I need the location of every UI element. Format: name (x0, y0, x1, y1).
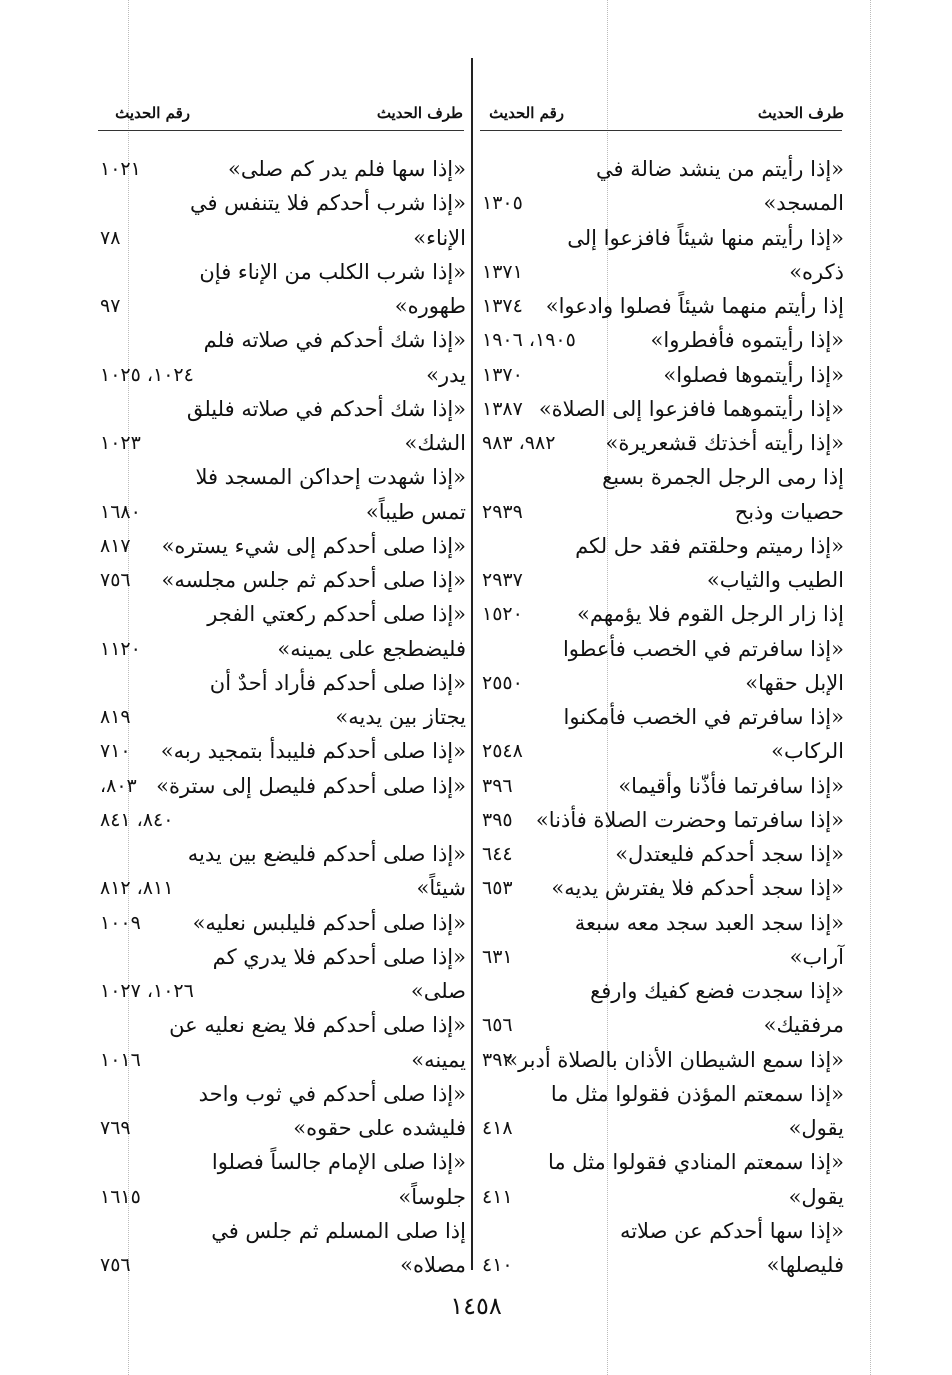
hadith-text: «إذا صلى أحدكم فليلبس نعليه» (192, 910, 466, 935)
index-entry (98, 186, 466, 220)
index-entry (480, 632, 844, 666)
index-entry (480, 666, 844, 700)
index-entry (480, 495, 844, 529)
index-entry (480, 221, 844, 255)
hadith-number: ٦٥٦ (482, 1014, 513, 1037)
hadith-text: «إذا رأيتموهما فافزعوا إلى الصلاة» (538, 396, 844, 421)
hadith-text: مرفقيك» (763, 1013, 844, 1038)
hadith-number: ٦٤٤ (482, 843, 513, 865)
page-number: ١٤٥٨ (450, 1292, 502, 1320)
index-entry (98, 632, 466, 666)
hadith-text: «إذا سافرتما فأذّنا وأقيما» (618, 773, 844, 798)
hadith-text: حصيات وذبح (734, 499, 844, 524)
hadith-number: ١٣٧٠ (482, 363, 523, 386)
index-entry (480, 392, 844, 426)
hadith-number: ١٣٠٥ (482, 192, 523, 215)
index-entry (98, 1248, 466, 1282)
index-entry (480, 152, 844, 186)
index-entry (98, 666, 466, 700)
index-entry (98, 769, 466, 803)
hadith-text: «إذا سها أحدكم عن صلاته (619, 1218, 844, 1243)
hadith-text: «إذا صلى أحدكم فلا يدري كم (212, 944, 466, 969)
hadith-text: «إذا صلى أحدكم فأراد أحدٌ أن (209, 670, 466, 695)
hadith-text: الإبل حقها» (745, 670, 844, 695)
hadith-text: يقول» (788, 1184, 844, 1209)
hadith-number: ٤١٨ (482, 1117, 513, 1139)
index-entry (480, 426, 844, 460)
hadith-text: المسجد» (763, 191, 844, 216)
index-entry (480, 186, 844, 220)
hadith-text: يدر» (426, 362, 466, 387)
index-entry (98, 1180, 466, 1214)
hadith-text: جلوساً» (398, 1184, 466, 1209)
hadith-number: ١٦٨٠ (100, 500, 141, 523)
index-entry (480, 1008, 844, 1042)
index-entry (480, 837, 844, 871)
hadith-text: «إذا صلى أحدكم فليبدأ بتمجيد ربه» (160, 739, 466, 764)
index-entry (480, 974, 844, 1008)
header-rule-left (98, 130, 464, 131)
hadith-number: ١٠٢١ (100, 158, 141, 180)
index-entry (98, 255, 466, 289)
hadith-text: شيئاً» (416, 876, 466, 901)
hadith-text: «إذا سافرتم في الخصب فأمكنوا (563, 705, 844, 729)
header-left-text: طرف الحديث (376, 104, 463, 122)
index-entry (480, 803, 844, 837)
index-entry (480, 734, 844, 768)
hadith-text: «إذا سها فلم يدر كم صلى» (227, 157, 466, 181)
index-entry (98, 906, 466, 940)
index-entry (98, 563, 466, 597)
index-entry (98, 152, 466, 186)
index-entry (98, 837, 466, 871)
hadith-number: ٢٩٣٩ (482, 500, 523, 523)
hadith-number: ٨١١، ٨١٢ (100, 877, 174, 900)
index-entry (480, 1145, 844, 1179)
hadith-text: آراب» (789, 944, 844, 969)
hadith-text: يجتاز بين يديه» (335, 705, 466, 729)
hadith-text: «إذا صلى أحدكم ثم جلس مجلسه» (161, 568, 466, 592)
hadith-text: الشك» (404, 431, 466, 455)
hadith-number: ٦٣١ (482, 945, 513, 968)
index-entry (98, 426, 466, 460)
hadith-text: «إذا شك أحدكم في صلاته فلم (203, 328, 466, 353)
hadith-text: الطيب والثياب» (706, 568, 844, 592)
index-entry (98, 1145, 466, 1179)
index-entry (98, 460, 466, 494)
index-entry (480, 529, 844, 563)
left-column (98, 152, 466, 1282)
hadith-number: ٦٥٣ (482, 877, 513, 900)
index-entry (480, 323, 844, 357)
index-entry (480, 1180, 844, 1214)
header-left-num: رقم الحديث (115, 104, 190, 122)
hadith-text: الركاب» (771, 739, 844, 764)
hadith-number: ٧٥٦ (100, 1254, 131, 1276)
hadith-text: «إذا صلى أحدكم ركعتي الفجر (207, 602, 466, 627)
hadith-text: «إذا رميتم وحلقتم فقد حل لكم (575, 533, 844, 558)
column-divider (471, 58, 473, 1270)
index-entry (98, 495, 466, 529)
index-entry (480, 1111, 844, 1145)
hadith-text: «إذا شرب الكلب من الإناء فإن (199, 259, 466, 284)
hadith-number: ١٦١٥ (100, 1185, 141, 1208)
hadith-text: «إذا سجدت فضع كفيك وارفع (590, 979, 844, 1003)
hadith-text: «إذا سافرتما وحضرت الصلاة فأذنا» (535, 807, 844, 832)
index-entry (480, 1214, 844, 1248)
hadith-text: فليصلها» (766, 1253, 844, 1277)
hadith-text: «إذا سجد العبد سجد معه سبعة (574, 910, 844, 935)
hadith-number: ١٠٠٩ (100, 911, 141, 934)
hadith-text: يمينه» (411, 1047, 466, 1072)
index-entry (98, 597, 466, 631)
index-entry (98, 1214, 466, 1248)
hadith-text: «إذا سمع الشيطان الأذان بالصلاة أدبر» (505, 1047, 844, 1072)
index-entry (98, 289, 466, 323)
hadith-text: «إذا شك أحدكم في صلاته فليلق (186, 396, 466, 421)
hadith-number: ٨٤٠، ٨٤١ (100, 808, 174, 831)
hadith-number: ٩٧ (100, 295, 121, 317)
hadith-number: ٨١٧ (100, 534, 131, 557)
index-entry (98, 221, 466, 255)
hadith-text: فليشده على حقوه» (293, 1116, 466, 1140)
hadith-text: «إذا صلى أحدكم في ثوب واحد (198, 1081, 466, 1106)
hadith-number: ١٠٢٦، ١٠٢٧ (100, 980, 194, 1002)
hadith-number: ٤١١ (482, 1185, 513, 1208)
hadith-number: ٨٠٣، (100, 774, 137, 797)
index-entry (480, 1043, 844, 1077)
header-right-text: طرف الحديث (757, 104, 844, 122)
index-entry (98, 323, 466, 357)
index-entry (480, 255, 844, 289)
hadith-number: ٩٨٢، ٩٨٣ (482, 432, 556, 454)
hadith-text: «إذا رأيتموه فأفطروا» (650, 328, 844, 353)
index-entry (480, 871, 844, 905)
index-entry (480, 1077, 844, 1111)
hadith-text: مصلاه» (400, 1253, 466, 1277)
hadith-number: ٣٩٢ (482, 1048, 513, 1071)
hadith-number: ١١٢٠ (100, 637, 141, 660)
hadith-number: ٨١٩ (100, 706, 131, 728)
hadith-text: «إذا سافرتم في الخصب فأعطوا (562, 636, 844, 661)
index-entry (98, 392, 466, 426)
hadith-number: ١٩٠٥، ١٩٠٦ (482, 329, 576, 352)
hadith-number: ١٥٢٠ (482, 603, 523, 626)
index-entry (480, 1248, 844, 1282)
hadith-number: ٧٥٦ (100, 569, 131, 591)
index-entry (480, 358, 844, 392)
hadith-number: ٣٩٦ (482, 774, 513, 797)
index-entry (480, 289, 844, 323)
hadith-text: «إذا سمعتم المؤذن فقولوا مثل ما (550, 1081, 844, 1106)
hadith-number: ١٠١٦ (100, 1048, 141, 1071)
hadith-text: «إذا سمعتم المنادي فقولوا مثل ما (547, 1150, 844, 1175)
hadith-number: ١٠٢٣ (100, 432, 141, 454)
index-entry (480, 563, 844, 597)
hadith-number: ٧١٠ (100, 740, 131, 763)
hadith-text: الإناء» (413, 225, 466, 250)
header-right-num: رقم الحديث (489, 104, 564, 122)
hadith-number: ٧٨ (100, 226, 121, 249)
index-entry (480, 940, 844, 974)
hadith-number: ٢٩٣٧ (482, 569, 523, 591)
hadith-number: ٤١٠ (482, 1254, 513, 1276)
hadith-text: «إذا صلى أحدكم فليصل إلى سترة» (156, 773, 466, 798)
hadith-text: «إذا سجد أحدكم فليعتدل» (615, 842, 844, 866)
hadith-number: ٢٥٤٨ (482, 740, 523, 763)
hadith-text: «إذا رأيتم منها شيئاً فافزعوا إلى (567, 225, 844, 250)
hadith-text: طهوره» (394, 294, 466, 318)
header-rule-right (480, 130, 842, 131)
index-entry (98, 940, 466, 974)
index-entry (98, 1111, 466, 1145)
index-entry (480, 700, 844, 734)
index-entry (480, 769, 844, 803)
hadith-text: فليضطجع على يمينه» (277, 636, 466, 661)
hadith-number: ٣٩٥ (482, 808, 513, 831)
hadith-text: صلى» (410, 979, 466, 1003)
index-entry (480, 460, 844, 494)
index-entry (98, 700, 466, 734)
hadith-text: يقول» (788, 1116, 844, 1140)
scan-dots-3 (870, 0, 871, 1375)
hadith-number: ١٣٧٤ (482, 295, 523, 317)
hadith-text: «إذا سجد أحدكم فلا يفترش يديه» (551, 876, 844, 901)
index-entry (480, 597, 844, 631)
hadith-text: تمس طيباً» (365, 499, 466, 524)
index-entry (98, 1077, 466, 1111)
index-entry (98, 529, 466, 563)
index-entry (98, 871, 466, 905)
index-entry (98, 974, 466, 1008)
hadith-text: «إذا صلى الإمام جالساً فصلوا (211, 1150, 466, 1175)
hadith-number: ١٣٧١ (482, 260, 523, 283)
index-entry (98, 734, 466, 768)
index-entry (98, 1008, 466, 1042)
hadith-text: «إذا رأيته أخذتك قشعريرة» (605, 431, 844, 455)
hadith-text: «إذا صلى أحدكم فلا يضع نعليه عن (169, 1013, 466, 1038)
hadith-text: ذكره» (789, 259, 844, 284)
hadith-text: «إذا صلى أحدكم إلى شيء يستره» (161, 533, 466, 558)
hadith-text: إذا صلى المسلم ثم جلس في (211, 1218, 466, 1243)
hadith-number: ٢٥٥٠ (482, 671, 523, 694)
hadith-text: «إذا شهدت إحداكن المسجد فلا (195, 465, 466, 490)
hadith-text: «إذا رأيتم من ينشد ضالة في (596, 157, 844, 181)
index-entry (98, 358, 466, 392)
hadith-number: ٧٦٩ (100, 1117, 131, 1139)
right-column (480, 152, 844, 1282)
index-entry (98, 803, 466, 837)
hadith-text: إذا رأيتم منهما شيئاً فصلوا وادعوا» (545, 294, 844, 318)
index-entry (98, 1043, 466, 1077)
hadith-text: «إذا صلى أحدكم فليضع بين يديه (187, 842, 466, 866)
index-entry (480, 906, 844, 940)
hadith-text: «إذا شرب أحدكم فلا يتنفس في (189, 191, 466, 216)
hadith-text: إذا رمى الرجل الجمرة بسبع (602, 465, 844, 490)
hadith-text: إذا زار الرجل القوم فلا يؤمهم» (577, 602, 844, 627)
hadith-number: ١٠٢٤، ١٠٢٥ (100, 363, 194, 386)
hadith-number: ١٣٨٧ (482, 397, 523, 420)
hadith-text: «إذا رأيتموها فصلوا» (663, 362, 844, 387)
